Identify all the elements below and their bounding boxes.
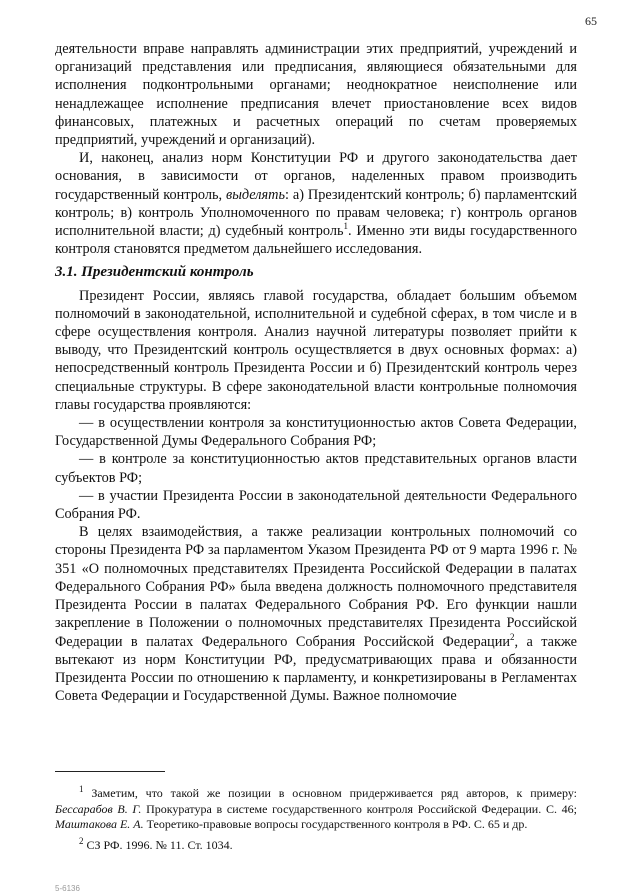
author-name: Маштакова Е. А. xyxy=(55,817,144,831)
footnote-number: 1 xyxy=(79,784,84,794)
footnotes xyxy=(55,786,577,858)
list-item: — в осуществлении контроля за конституционностью актов Совета Федерации, Государственной Думы Федерального Собрания РФ; xyxy=(55,415,577,450)
footnote-2 xyxy=(55,835,577,854)
footnote-1 xyxy=(55,786,577,833)
text-span: . Именно эти виды государственного контроля становятся предметом дальнейшего исследования. xyxy=(55,223,577,258)
paragraph-president: Президент России, являясь главой государства, обладает большим объемом полномочий в законодательной, исполнительной и судебной сферах, в том числе и в сфере осуществления контроля. Анализ научной литературы позволяет прийти к выводу, что Президентский контроль осуществляется в двух основных формах: а) непосредственный контроль Президента России и б) Президентский контроль через специальные структуры. В сфере законодательной власти контрольные полномочия главы государства проявляются: xyxy=(55,287,577,413)
text-span: СЗ РФ. 1996. № 11. Ст. 1034. xyxy=(83,837,233,852)
paragraph-representative xyxy=(55,523,577,705)
footnote-ref-2: 2 xyxy=(510,631,515,642)
footnote-ref-1: 1 xyxy=(343,221,348,232)
emphasis: выделять xyxy=(225,186,285,203)
print-signature-mark: 5-6136 xyxy=(55,884,80,893)
text-span: : а) Президентский контроль; б) парламентский контроль; в) контроль Уполномоченного по правам человека; г) контроль органов исполнительной власти; д) судебный контроль xyxy=(55,186,577,240)
list-item: — в участии Президента России в законодательной деятельности Федерального Собрания РФ. xyxy=(55,487,577,523)
main-text xyxy=(55,40,577,705)
page-number: 65 xyxy=(585,14,597,28)
list-item: — в контроле за конституционностью актов представительных органов власти субъектов РФ; xyxy=(55,451,577,486)
footnote-separator xyxy=(55,771,165,772)
paragraph-continued: деятельности вправе направлять администрации этих предприятий, учреждений и организаций представления или предписания, являющиеся обязательными для исполнения подконтрольными органами; неоднократное неисполнение или ненадлежащее исполнение предписания влечет приостановление всех видов финансовых, платежных и расчетных операций по счетам проверяемых предприятий, учреждений и организаций). xyxy=(55,41,577,149)
text-span: , а также вытекают из норм Конституции РФ, предусматривающих права и обязанности Президента России по отношению к парламенту, и конкретизированы в Регламентах Совета Федерации и Государственной Думы. Важное полномочие xyxy=(55,633,577,705)
text-span: Заметим, что такой же позиции в основном придерживается ряд авторов, к примеру: xyxy=(83,786,577,800)
paragraph-control-types xyxy=(55,149,577,258)
text-span: И, наконец, анализ норм Конституции РФ и другого законодательства дает основания, в зависимости от органов, наделенных правом производить государственный контроль, xyxy=(55,150,577,203)
text-span: В целях взаимодействия, а также реализации контрольных полномочий со стороны Президента РФ за парламентом Указом Президента РФ от 9 марта 1996 г. № 351 «О полномочных представителях Президента Российской Федерации в палатах Федерального Собрания РФ» была введена должность полномочного представителя Президента России в палатах Федерального Собрания РФ. Его функции нашли закрепление в Положении о полномочных представителях Президента Российской Федерации в палатах Федерального Собрания Российской Федерации xyxy=(55,524,577,650)
text-span: Теоретико-правовые вопросы государственного контроля в РФ. С. 65 и др. xyxy=(143,817,528,831)
footnote-number: 2 xyxy=(79,835,84,846)
text-span: Прокуратура в системе государственного контроля Российской Федерации. С. 46; xyxy=(141,801,577,816)
section-heading: 3.1. Президентский контроль xyxy=(55,264,254,281)
author-name: Бессарабов В. Г. xyxy=(55,801,142,816)
